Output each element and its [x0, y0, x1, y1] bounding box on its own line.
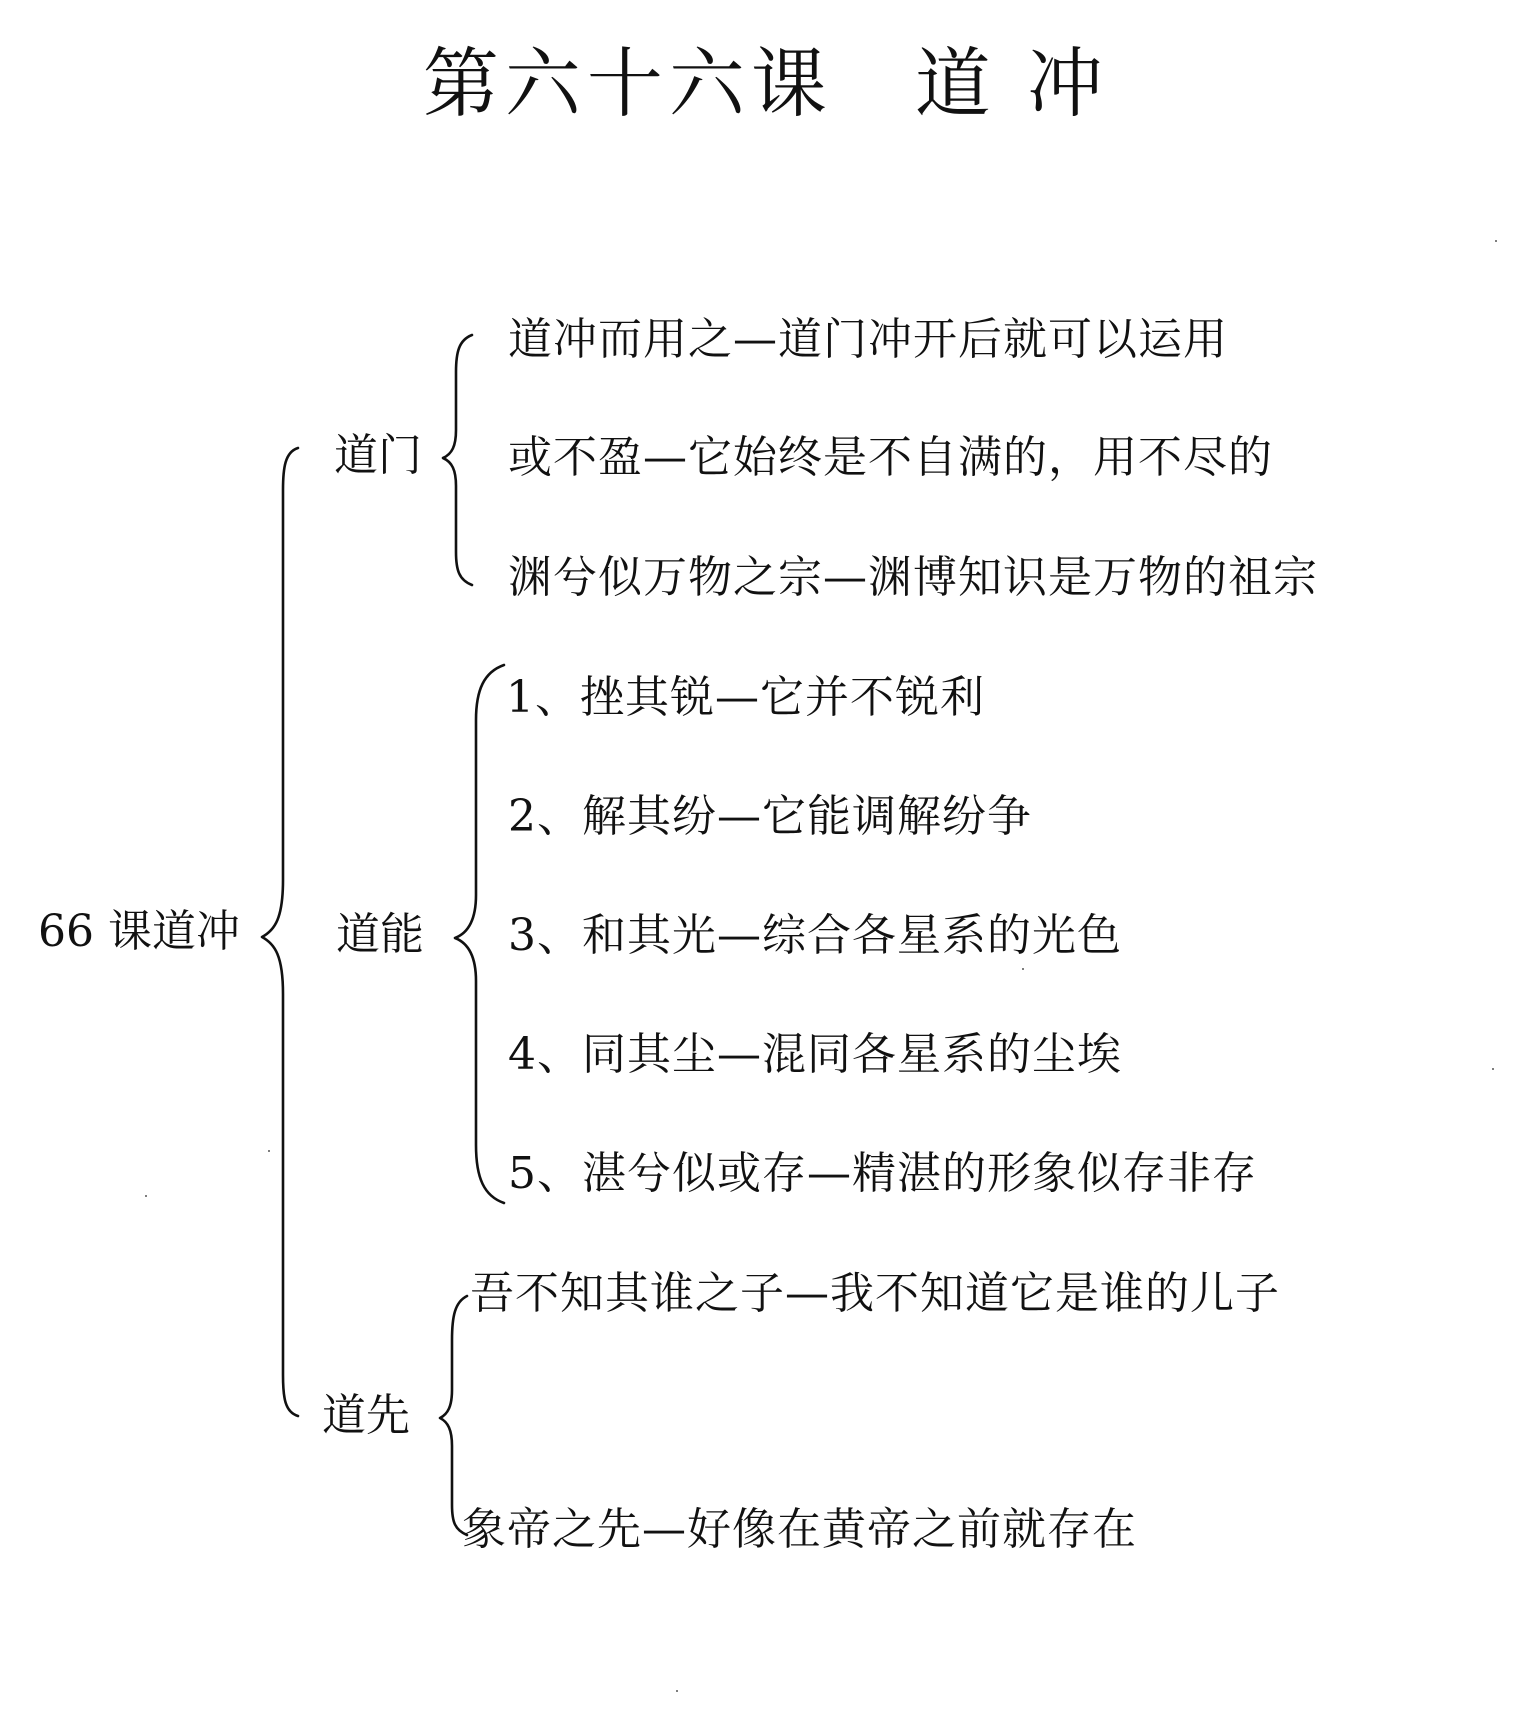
leaf-daoxian-1: 吾不知其谁之子—我不知道它是谁的儿子: [470, 1268, 1280, 1319]
scan-speck: [1495, 240, 1497, 242]
leaf-daoneng-1: 1、挫其锐—它并不锐利: [506, 672, 985, 723]
branch-daomen: 道门: [334, 430, 422, 481]
scan-speck: [268, 1150, 270, 1152]
leaf-daoneng-3: 3、和其光—综合各星系的光色: [508, 910, 1122, 961]
leaf-daoneng-2: 2、解其纷—它能调解纷争: [508, 791, 1032, 842]
root-brace: [262, 448, 298, 1416]
branch-daoneng: 道能: [336, 909, 424, 960]
branch-daoxian: 道先: [322, 1390, 410, 1441]
leaf-daomen-1: 道冲而用之—道门冲开后就可以运用: [508, 314, 1228, 365]
leaf-daoxian-2: 象帝之先—好像在黄帝之前就存在: [462, 1504, 1137, 1555]
branch-brace-daoneng: [455, 665, 504, 1203]
page-title: 第六十六课 道 冲: [422, 39, 1110, 128]
branch-brace-daoxian: [440, 1296, 467, 1535]
leaf-daoneng-4: 4、同其尘—混同各星系的尘埃: [508, 1029, 1122, 1080]
scan-speck: [1492, 1068, 1494, 1070]
leaf-daoneng-5: 5、湛兮似或存—精湛的形象似存非存: [508, 1148, 1257, 1199]
scan-speck: [676, 1690, 678, 1692]
scan-speck: [145, 1195, 147, 1197]
root-node: 66 课道冲: [38, 906, 240, 957]
branch-brace-daomen: [443, 335, 472, 585]
leaf-daomen-2: 或不盈—它始终是不自满的，用不尽的: [508, 432, 1273, 483]
leaf-daomen-3: 渊兮似万物之宗—渊博知识是万物的祖宗: [508, 552, 1318, 603]
scan-speck: [1022, 968, 1024, 970]
